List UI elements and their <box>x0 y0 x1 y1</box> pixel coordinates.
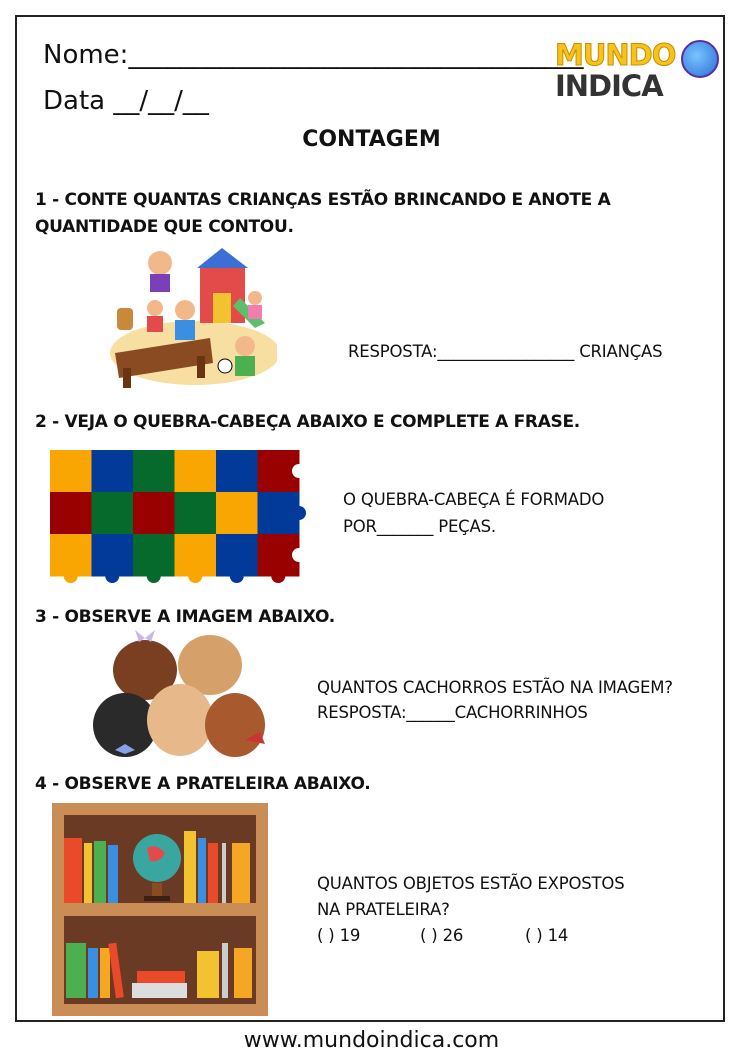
question-1-title-cont: QUANTIDADE QUE CONTOU. <box>35 217 294 237</box>
question-3-answer[interactable]: RESPOSTA:______CACHORRINHOS <box>317 703 588 722</box>
date-field[interactable]: Data __/__/__ <box>43 86 209 116</box>
question-3-text: QUANTOS CACHORROS ESTÃO NA IMAGEM? <box>317 678 673 697</box>
footer-url[interactable]: www.mundoindica.com <box>243 1028 500 1050</box>
option-19[interactable]: ( ) 19 <box>317 926 361 945</box>
puzzle-image <box>30 440 320 592</box>
option-26[interactable]: ( ) 26 <box>420 926 464 945</box>
question-4-text-cont: NA PRATELEIRA? <box>317 900 450 919</box>
puzzle-knob <box>292 548 306 562</box>
puzzle-knob <box>147 569 161 583</box>
question-1-title: 1 - CONTE QUANTAS CRIANÇAS ESTÃO BRINCANDO E ANOTE A <box>35 190 611 210</box>
logo <box>553 36 721 104</box>
playground-illustration <box>105 238 277 396</box>
bookshelf-illustration <box>52 803 268 1016</box>
puppies-photo <box>85 630 270 760</box>
puzzle-knob <box>188 569 202 583</box>
puzzle-knob <box>105 569 119 583</box>
question-1-answer[interactable]: RESPOSTA:_________________ CRIANÇAS <box>348 342 663 361</box>
question-2-blank[interactable]: POR_______ PEÇAS. <box>343 517 496 536</box>
puzzle-knob <box>292 506 306 520</box>
question-4-text: QUANTOS OBJETOS ESTÃO EXPOSTOS <box>317 874 625 893</box>
page-title: CONTAGEM <box>302 127 441 152</box>
logo-line2: INDICA <box>555 69 663 103</box>
question-2-title: 2 - VEJA O QUEBRA-CABEÇA ABAIXO E COMPLETE A FRASE. <box>35 412 580 432</box>
logo-line1: MUNDO <box>555 38 676 72</box>
puzzle-knob <box>230 569 244 583</box>
name-field[interactable]: Nome:___________________________________ <box>43 40 584 70</box>
puzzle-knob <box>271 569 285 583</box>
question-3-title: 3 - OBSERVE A IMAGEM ABAIXO. <box>35 607 335 627</box>
puzzle-knob <box>64 569 78 583</box>
puzzle-knob <box>292 464 306 478</box>
question-4-title: 4 - OBSERVE A PRATELEIRA ABAIXO. <box>35 774 371 794</box>
globe-mascot-icon <box>681 40 719 78</box>
question-2-text: O QUEBRA-CABEÇA É FORMADO <box>343 490 605 509</box>
option-14[interactable]: ( ) 14 <box>525 926 569 945</box>
